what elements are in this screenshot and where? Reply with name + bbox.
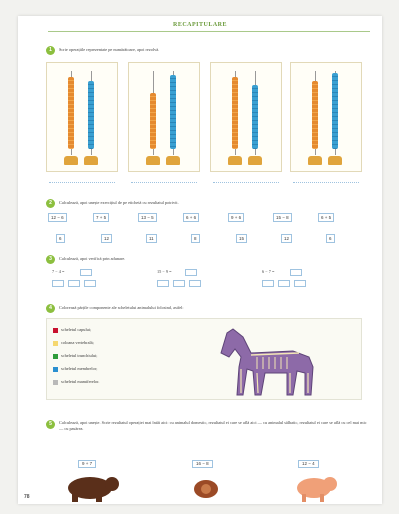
beads-units (170, 75, 176, 149)
expression-box[interactable]: 9 + 6 (228, 213, 244, 222)
result-box[interactable]: 6 (326, 234, 335, 243)
abacus-stand (228, 156, 242, 165)
exercise-1-number: 1 (46, 46, 55, 55)
exercise-1-instruction: Scrie operațiile reprezentate pe numărătoare, apoi rezolvă. (59, 47, 160, 52)
abacus-stand (146, 156, 160, 165)
legend-item (53, 353, 97, 359)
legend-label: coloana vertebrală; (61, 340, 94, 345)
result-box[interactable]: 8 (191, 234, 200, 243)
answer-box[interactable] (189, 280, 201, 287)
answer-line[interactable] (213, 175, 279, 183)
answer-box[interactable] (278, 280, 290, 287)
answer-box[interactable] (173, 280, 185, 287)
abacus-3 (210, 62, 282, 172)
legend-item (53, 340, 94, 346)
hedgehog-illustration[interactable] (192, 476, 220, 500)
abacus-stand (166, 156, 180, 165)
color-swatch[interactable] (53, 354, 58, 359)
answer-box[interactable] (157, 280, 169, 287)
answer-box[interactable] (294, 280, 306, 287)
subtraction-item: 15 − 9 = (157, 269, 172, 274)
color-swatch[interactable] (53, 380, 58, 385)
beads-tens (68, 77, 74, 149)
result-box[interactable]: 6 (56, 234, 65, 243)
answer-box[interactable] (185, 269, 197, 276)
expression-box[interactable]: 6 + 6 (183, 213, 199, 222)
answer-line[interactable] (49, 175, 115, 183)
title-divider (48, 31, 370, 32)
horse-skeleton-illustration[interactable] (213, 323, 323, 399)
abacus-1 (46, 62, 118, 172)
subtraction-item: 7 − 4 = (52, 269, 65, 274)
answer-line[interactable] (293, 175, 359, 183)
expression-box[interactable]: 13 − 5 (138, 213, 157, 222)
beads-tens (150, 93, 156, 149)
bear-illustration[interactable] (62, 472, 120, 502)
legend-item (53, 366, 97, 372)
subtraction-item: 6 − 7 = (262, 269, 275, 274)
abacus-stand (308, 156, 322, 165)
legend-label: scheletul membrelor; (61, 366, 98, 371)
exercise-2-number: 2 (46, 199, 55, 208)
expression-box[interactable]: 7 + 5 (93, 213, 109, 222)
exercise-4-number: 4 (46, 304, 55, 313)
beads-units (332, 73, 338, 149)
beads-tens (232, 77, 238, 149)
page-number: 78 (24, 494, 30, 500)
color-swatch[interactable] (53, 341, 58, 346)
expression-box[interactable]: 6 + 5 (318, 213, 334, 222)
page-title: RECAPITULARE (172, 22, 227, 28)
answer-box[interactable] (290, 269, 302, 276)
color-swatch[interactable] (53, 367, 58, 372)
answer-box[interactable] (80, 269, 92, 276)
answer-box[interactable] (68, 280, 80, 287)
workbook-page (18, 16, 382, 504)
abacus-2 (128, 62, 200, 172)
animal-expression-label[interactable]: 9 + 7 (78, 460, 96, 468)
legend-label: scheletul capului; (61, 327, 92, 332)
abacus-stand (64, 156, 78, 165)
expression-box[interactable]: 15 − 8 (273, 213, 292, 222)
result-box[interactable]: 12 (101, 234, 112, 243)
answer-box[interactable] (262, 280, 274, 287)
answer-line[interactable] (131, 175, 197, 183)
result-box[interactable]: 12 (281, 234, 292, 243)
animal-expression-label[interactable]: 16 − 8 (192, 460, 213, 468)
result-box[interactable]: 11 (146, 234, 157, 243)
legend-label: scheletul trunchiului; (61, 353, 98, 358)
beads-tens (312, 81, 318, 149)
exercise-5-number: 5 (46, 420, 55, 429)
beads-units (252, 85, 258, 149)
abacus-stand (248, 156, 262, 165)
exercise-3-instruction: Calculează, apoi verifică prin adunare. (59, 256, 126, 261)
color-swatch[interactable] (53, 328, 58, 333)
legend-item (53, 327, 91, 333)
abacus-4 (290, 62, 362, 172)
answer-box[interactable] (52, 280, 64, 287)
answer-box[interactable] (84, 280, 96, 287)
exercise-5-instruction: Calculează, apoi unește. Scrie rezultatul operației mai întâi aici: cu animalul domestic, rezultatul ei care se află aici — cu animalul sălbatic, rezultatul ei care se află cu cel mai mic — cu pasărea. (59, 420, 367, 431)
abacus-stand (328, 156, 342, 165)
beads-units (88, 81, 94, 149)
legend-item (53, 379, 99, 385)
legend-label: scheletul mamiferelor. (61, 379, 100, 384)
expression-box[interactable]: 12 − 6 (48, 213, 67, 222)
skeleton-panel (46, 318, 362, 400)
exercise-4-instruction: Colorează părțile componente ale scheletului animalului folosind, astfel: (59, 305, 184, 310)
exercise-3-number: 3 (46, 255, 55, 264)
pig-illustration[interactable] (294, 472, 338, 502)
abacus-stand (84, 156, 98, 165)
exercise-2-instruction: Calculează, apoi unește exercițiul de pe etichetă cu rezultatul potrivit. (59, 200, 179, 205)
animal-expression-label[interactable]: 12 − 4 (298, 460, 319, 468)
result-box[interactable]: 15 (236, 234, 247, 243)
